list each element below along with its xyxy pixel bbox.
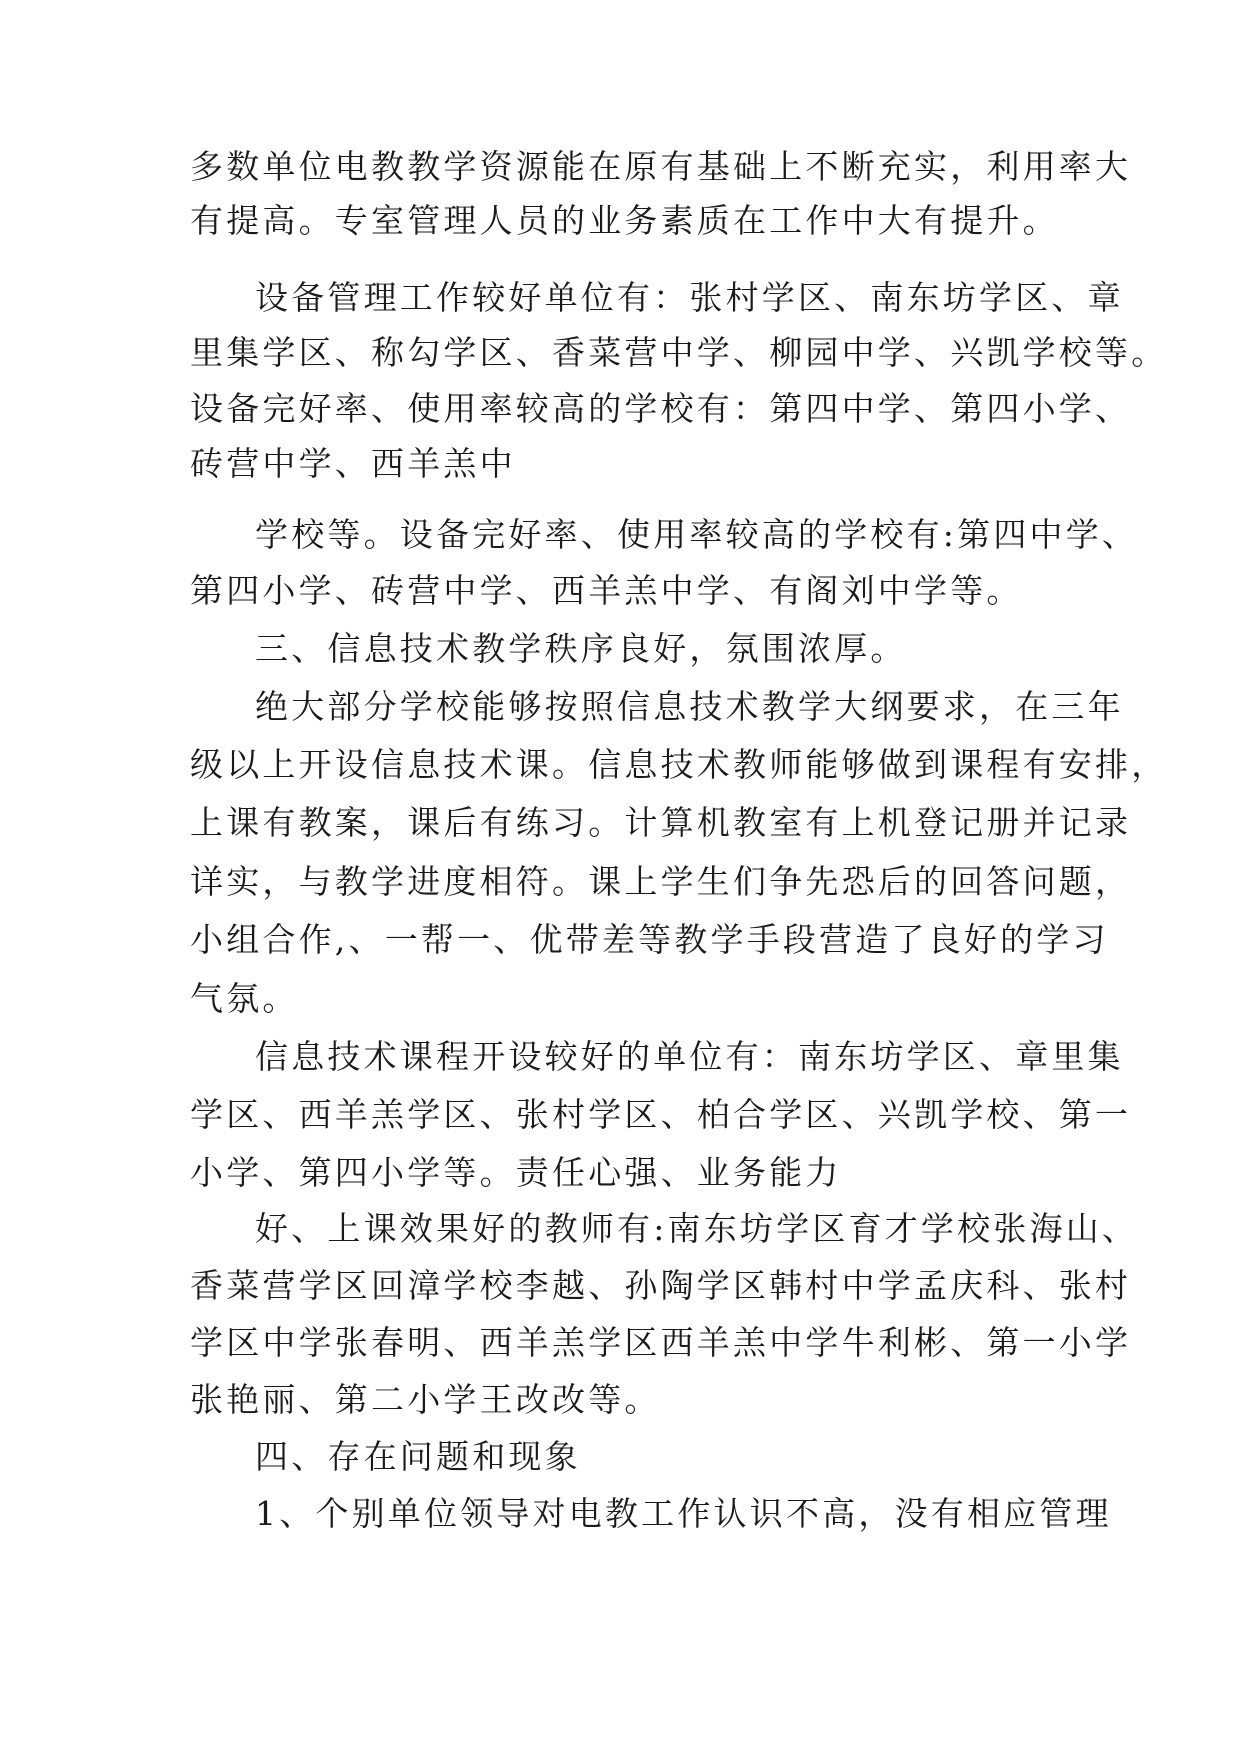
text-line: 详实，与教学进度相符。课上学生们争先恐后的回答问题， (190, 862, 1132, 901)
text-line: 1、个别单位领导对电教工作认识不高，没有相应管理 (255, 1494, 1112, 1533)
text-line: 学区中学张春明、西羊羔学区西羊羔中学牛利彬、第一小学 (190, 1323, 1132, 1362)
text-line: 小组合作,、一帮一、优带差等教学手段营造了良好的学习 (190, 920, 1109, 959)
text-line: 砖营中学、西羊羔中 (190, 444, 516, 483)
text-line: 好、上课效果好的教师有:南东坊学区育才学校张海山、 (255, 1209, 1139, 1248)
text-line: 绝大部分学校能够按照信息技术教学大纲要求，在三年 (255, 687, 1124, 726)
text-line: 有提高。专室管理人员的业务素质在工作中大有提升。 (190, 201, 1059, 240)
text-line: 小学、第四小学等。责任心强、业务能力 (190, 1153, 842, 1192)
text-line: 设备完好率、使用率较高的学校有：第四中学、第四小学、 (190, 389, 1132, 428)
section-heading: 四、存在问题和现象 (255, 1437, 581, 1476)
text-line: 学区、西羊羔学区、张村学区、柏合学区、兴凯学校、第一 (190, 1095, 1132, 1134)
text-line: 里集学区、称勾学区、香菜营中学、柳园中学、兴凯学校等。 (190, 333, 1168, 372)
text-line: 香菜营学区回漳学校李越、孙陶学区韩村中学孟庆科、张村 (190, 1266, 1132, 1305)
text-line: 级以上开设信息技术课。信息技术教师能够做到课程有安排， (190, 745, 1168, 784)
text-line: 第四小学、砖营中学、西羊羔中学、有阁刘中学等。 (190, 571, 1023, 610)
text-line: 多数单位电教教学资源能在原有基础上不断充实，利用率大 (190, 147, 1132, 186)
section-heading: 三、信息技术教学秩序良好，氛围浓厚。 (255, 629, 907, 668)
text-line: 信息技术课程开设较好的单位有：南东坊学区、章里集 (255, 1037, 1124, 1076)
text-line: 学校等。设备完好率、使用率较高的学校有:第四中学、 (255, 515, 1139, 554)
text-line: 上课有教案，课后有练习。计算机教室有上机登记册并记录 (190, 803, 1132, 842)
text-line: 张艳丽、第二小学王改改等。 (190, 1380, 661, 1419)
text-line: 设备管理工作较好单位有：张村学区、南东坊学区、章 (255, 278, 1124, 317)
text-line: 气氛。 (190, 979, 299, 1018)
